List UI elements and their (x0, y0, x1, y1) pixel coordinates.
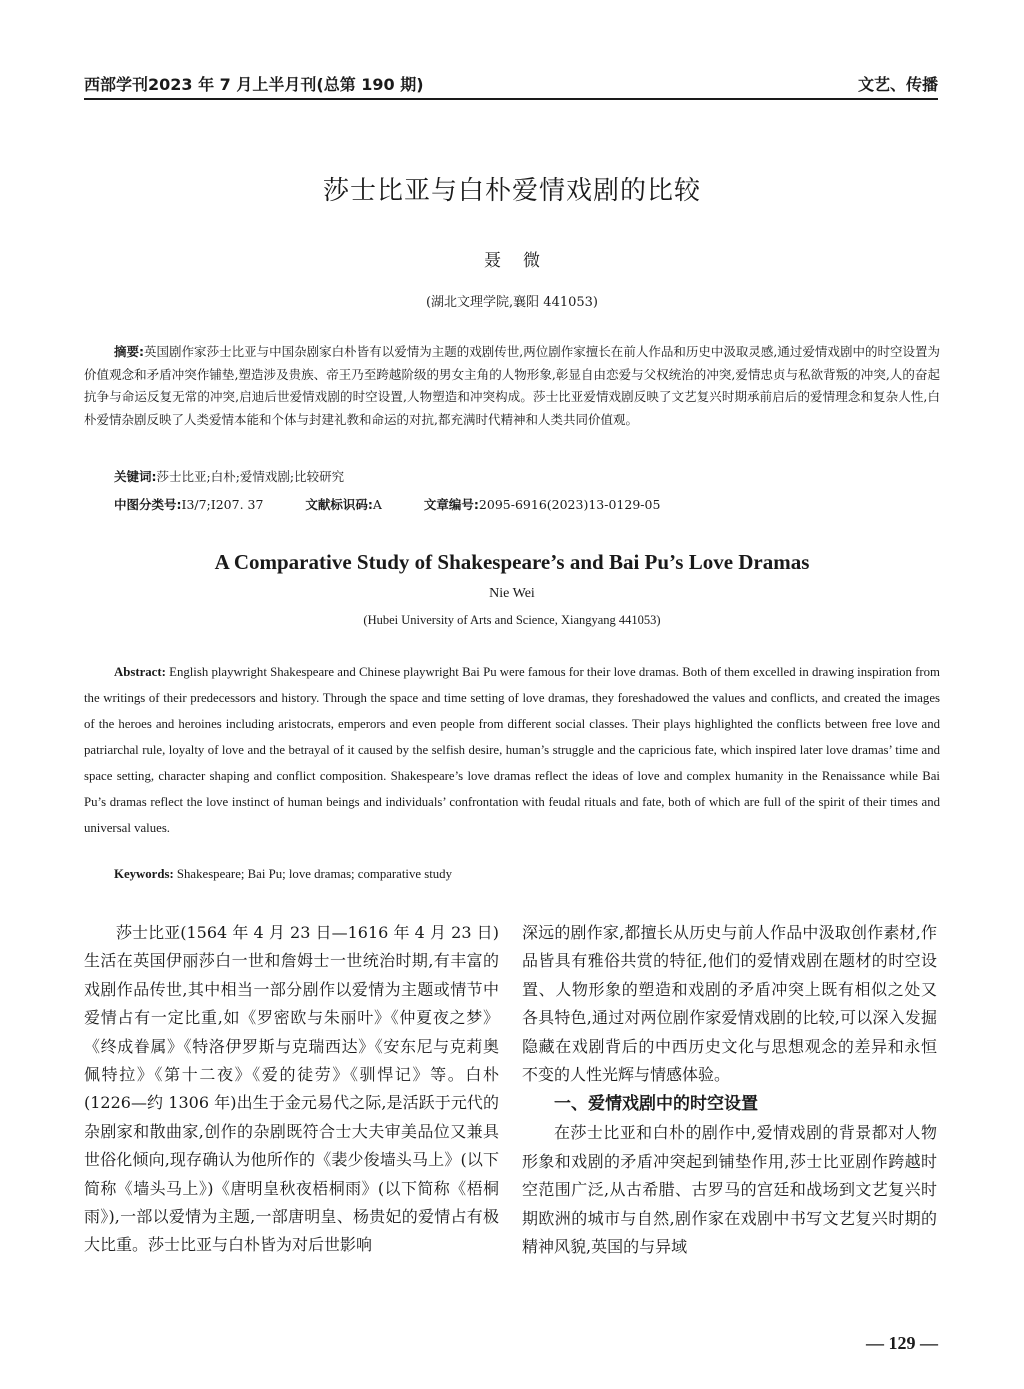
article-number: 文章编号:2095-6916(2023)13-0129-05 (423, 497, 661, 512)
body-column-left (84, 919, 499, 1260)
journal-issue: 西部学刊2023 年 7 月上半月刊(总第 190 期) (84, 75, 424, 94)
abstract-cn (84, 341, 940, 431)
author-en: Nie Wei (489, 586, 535, 601)
body-paragraph: 在莎士比亚和白朴的剧作中,爱情戏剧的背景都对人物形象和戏剧的矛盾冲突起到铺垫作用,莎士比亚剧作跨越时空范围广泛,从古希腊、古罗马的宫廷和战场到文艺复兴时期欧洲的城市与自然,剧作家在戏剧中书写文艺复兴时期的精神风貌,英国的与异域 (522, 1123, 937, 1257)
abstract-cn-label: 摘要: (114, 344, 145, 359)
document-code: 文献标识码:A (305, 497, 382, 512)
body-paragraph: 莎士比亚(1564 年 4 月 23 日—1616 年 4 月 23 日)生活在英国伊丽莎白一世和詹姆士一世统治时期,有丰富的戏剧作品传世,其中相当一部分剧作以爱情为主题或情节中爱情占有一定比重,如《罗密欧与朱丽叶》《仲夏夜之梦》《终成眷属》《特洛伊罗斯与克瑞西达》《安东尼与克莉奥佩特拉》《第十二夜》《爱的徒劳》《驯悍记》等。白朴(1226—约 1306 年)出生于金元易代之际,是活跃于元代的杂剧家和散曲家,创作的杂剧既符合士大夫审美品位又兼具世俗化倾向,现存确认为他所作的《裴少俊墙头马上》(以下简称《墙头马上》)《唐明皇秋夜梧桐雨》(以下简称《梧桐雨》),一部以爱情为主题,一部唐明皇、杨贵妃的爱情占有极大比重。莎士比亚与白朴皆为对后世影响 (84, 923, 499, 1255)
clc-number: 中图分类号:I3/7;I207. 37 (114, 497, 264, 512)
page-number: — 129 — (866, 1333, 938, 1353)
abstract-cn-text: 英国剧作家莎士比亚与中国杂剧家白朴皆有以爱情为主题的戏剧传世,两位剧作家擅长在前人作品和历史中汲取灵感,通过爱情戏剧中的时空设置为价值观念和矛盾冲突作铺垫,塑造涉及贵族、帝王乃至跨越阶级的男女主角的人物形象,彰显自由恋爱与父权统治的冲突,爱情忠贞与私欲背叛的冲突,人的奋起抗争与命运反复无常的冲突,启迪后世爱情戏剧的时空设置,人物塑造和冲突构成。莎士比亚爱情戏剧反映了文艺复兴时期承前启后的爱情理念和复杂人性,白朴爱情杂剧反映了人类爱情本能和个体与封建礼教和命运的对抗,都充满时代精神和人类共同价值观。 (84, 344, 940, 427)
author-cn: 聂微 (484, 251, 562, 271)
keywords-cn-text: 莎士比亚;白朴;爱情戏剧;比较研究 (156, 469, 345, 484)
affiliation-en: (Hubei University of Arts and Science, Xiangyang 441053) (363, 613, 661, 627)
keywords-en-text: Shakespeare; Bai Pu; love dramas; comparative study (176, 867, 452, 881)
affiliation-cn: (湖北文理学院,襄阳 441053) (425, 295, 599, 310)
abstract-en (84, 659, 940, 841)
classification-row (114, 495, 940, 513)
body-column-right (522, 919, 937, 1261)
section-heading: 一、爱情戏剧中的时空设置 (554, 1094, 758, 1115)
paper-title-cn: 莎士比亚与白朴爱情戏剧的比较 (322, 176, 701, 206)
abstract-en-text: English playwright Shakespeare and Chinese playwright Bai Pu were famous for their love dramas. Both of them excelled in drawing inspiration from the writings of their predecessors and history. Through the space and time setting of love dramas, they foreshadowed the values and conflicts, and created the images of the heroes and heroines including aristocrats, emperors and even people from different social classes. Their plays highlighted the conflicts between free love and patriarchal rule, loyalty of love and the betrayal of it caused by the selfish desire, human’s struggle and the capricious fate, which inspired later love dramas’ time and space setting, character shaping and conflict composition. Shakespeare’s love dramas reflect the ideas of love and complex humanity in the Renaissance while Bai Pu’s dramas reflect the love instinct of human beings and individuals’ confrontation with feudal rituals and fate, both of which are full of the spirit of their times and universal values. (84, 665, 941, 835)
keywords-en-label: Keywords: (114, 867, 174, 881)
paper-title-en: A Comparative Study of Shakespeare’s and Bai Pu’s Love Dramas (214, 550, 810, 574)
body-paragraph: 深远的剧作家,都擅长从历史与前人作品中汲取创作素材,作品皆具有雅俗共赏的特征,他们的爱情戏剧在题材的时空设置、人物形象的塑造和戏剧的矛盾冲突上既有相似之处又各具特色,通过对两位剧作家爱情戏剧的比较,可以深入发掘隐藏在戏剧背后的中西历史文化与思想观念的差异和永恒不变的人性光辉与情感体验。 (522, 923, 937, 1085)
keywords-cn-label: 关键词: (114, 469, 157, 484)
running-header (84, 70, 938, 100)
abstract-en-label: Abstract: (114, 665, 166, 679)
section-name: 文艺、传播 (857, 75, 938, 94)
keywords-cn (114, 467, 344, 485)
keywords-en (114, 867, 452, 882)
